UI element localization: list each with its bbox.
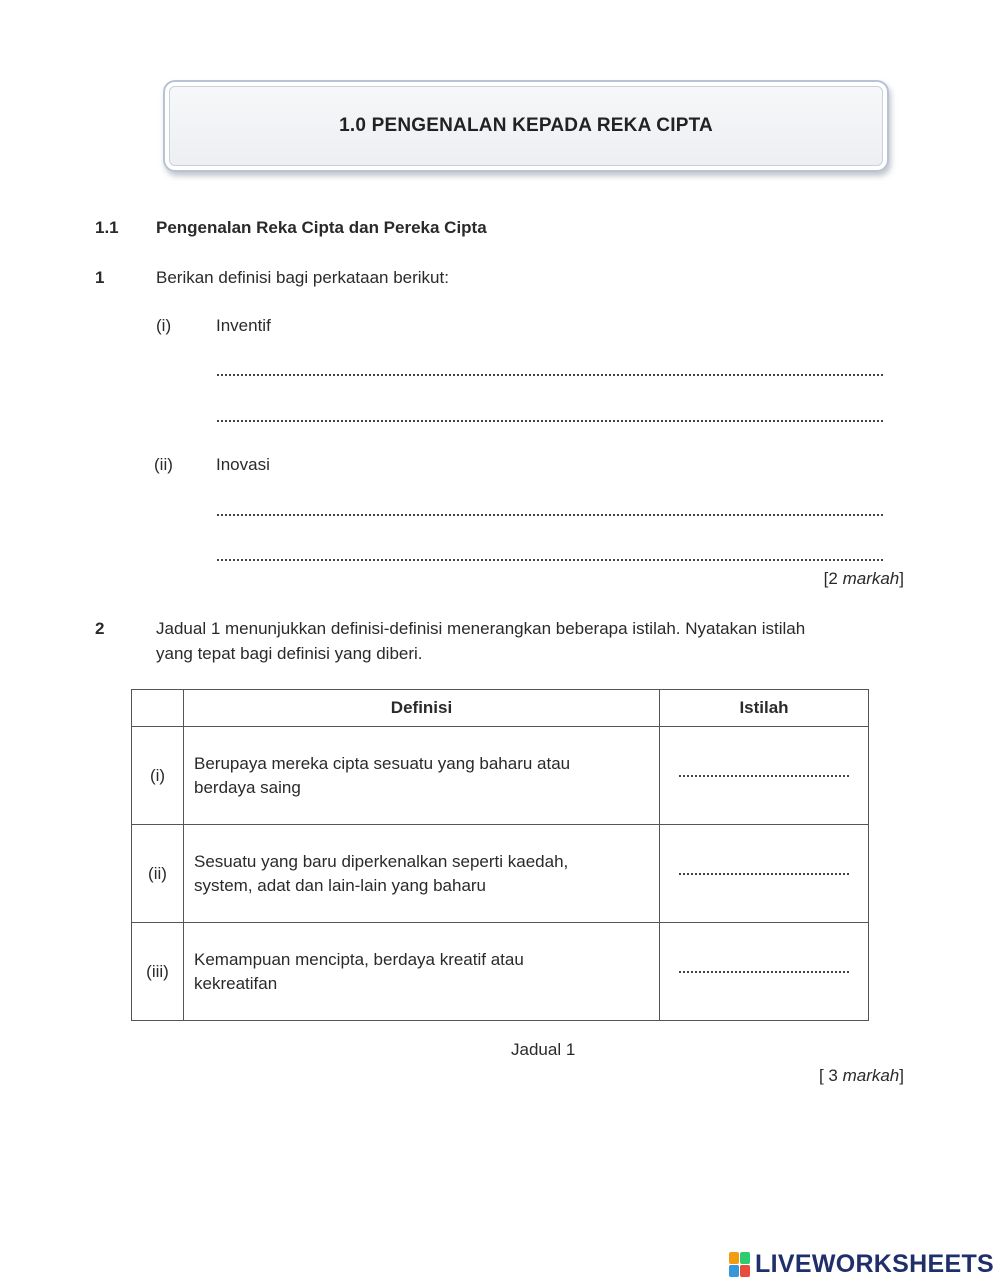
row-definition — [184, 923, 660, 1021]
table-row — [132, 825, 869, 923]
definition-line: Berupaya mereka cipta sesuatu yang baharu atau — [194, 753, 571, 773]
row-label: (i) — [132, 727, 184, 825]
answer-blank[interactable] — [679, 971, 849, 973]
section-number: 1.1 — [95, 218, 119, 237]
q1-number: 1 — [95, 268, 105, 287]
q2-prompt-line1: Jadual 1 menunjukkan definisi-definisi menerangkan beberapa istilah. Nyatakan istilah — [156, 619, 806, 638]
logo-mark-icon — [729, 1252, 751, 1278]
definition-line: Kemampuan mencipta, berdaya kreatif atau — [194, 949, 524, 969]
brand-name: LIVEWORKSHEETS — [755, 1250, 994, 1278]
answer-blank[interactable] — [679, 775, 849, 777]
row-answer[interactable] — [660, 727, 869, 825]
row-definition — [184, 727, 660, 825]
answer-line[interactable] — [217, 514, 883, 516]
q1-prompt: Berikan definisi bagi perkataan berikut: — [156, 268, 449, 287]
answer-blank[interactable] — [679, 873, 849, 875]
definition-line: kekreatifan — [194, 973, 278, 993]
q2-number: 2 — [95, 619, 105, 638]
q1-item-term: Inventif — [216, 316, 271, 335]
row-answer[interactable] — [660, 825, 869, 923]
q1-marks: [2 markah] — [823, 569, 904, 588]
header-cell-istilah: Istilah — [660, 690, 869, 727]
row-answer[interactable] — [660, 923, 869, 1021]
row-label: (ii) — [132, 825, 184, 923]
title-box — [163, 80, 889, 172]
page-title: 1.0 PENGENALAN KEPADA REKA CIPTA — [339, 115, 713, 136]
header-cell-definisi: Definisi — [184, 690, 660, 727]
definition-line: berdaya saing — [194, 777, 301, 797]
table-header-row — [132, 690, 869, 727]
q1-item-label: (i) — [156, 316, 172, 335]
definition-line: Sesuatu yang baru diperkenalkan seperti kaedah, — [194, 851, 569, 871]
answer-line[interactable] — [217, 559, 883, 561]
definition-line: system, adat dan lain-lain yang baharu — [194, 875, 487, 895]
section-heading: Pengenalan Reka Cipta dan Pereka Cipta — [156, 218, 487, 237]
q2-prompt-line2: yang tepat bagi definisi yang diberi. — [156, 644, 423, 663]
table-caption: Jadual 1 — [511, 1040, 576, 1059]
answer-line[interactable] — [217, 374, 883, 376]
table-row — [132, 923, 869, 1021]
q1-item-term: Inovasi — [216, 455, 270, 474]
liveworksheets-logo — [729, 1250, 994, 1279]
table-row — [132, 727, 869, 825]
definition-table — [131, 689, 869, 1021]
header-cell-number — [132, 690, 184, 727]
q1-item-label: (ii) — [154, 455, 173, 474]
row-definition — [184, 825, 660, 923]
q2-marks: [ 3 markah] — [818, 1066, 904, 1085]
row-label: (iii) — [132, 923, 184, 1021]
answer-line[interactable] — [217, 420, 883, 422]
